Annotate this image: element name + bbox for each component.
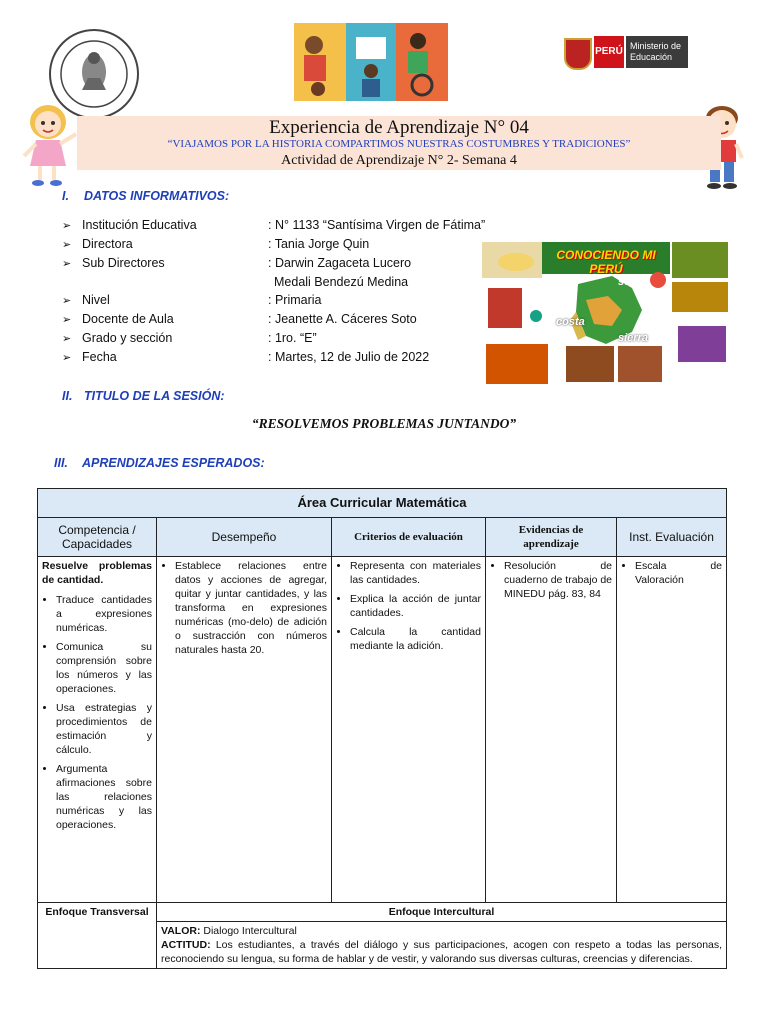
peru-label: PERÚ bbox=[594, 36, 624, 68]
actitud-label: ACTITUD: bbox=[161, 939, 211, 951]
enfoque-name: Enfoque Intercultural bbox=[157, 903, 727, 922]
ministry-label: Ministerio de Educación bbox=[626, 36, 688, 68]
criterios-header: Criterios de evaluación bbox=[332, 518, 486, 557]
evidencias-header: Evidencias de aprendizaje bbox=[486, 518, 617, 557]
peru-shield-icon bbox=[564, 38, 592, 70]
list-item: • Escala de Valoración bbox=[635, 559, 722, 587]
info-row bbox=[62, 291, 268, 309]
actitud-text: Los estudiantes, a través del diálogo y sus participaciones, acogen con respeto a todas las personas, reconociendo su lengua, su forma de hablar y de vestir, y valorando sus diversas culturas, creencias y diferencias. bbox=[161, 939, 723, 965]
info-row bbox=[62, 235, 268, 253]
capacidades-list bbox=[42, 593, 152, 832]
instrumento-cell bbox=[617, 557, 727, 903]
list-item: • Traduce cantidades a expresiones numéricas. bbox=[56, 593, 152, 635]
section-2-heading bbox=[62, 389, 225, 403]
list-item: • Resolución de cuaderno de trabajo de MINEDU pág. 83, 84 bbox=[504, 559, 612, 601]
desempeno-header: Desempeño bbox=[157, 518, 332, 557]
info-value: : Martes, 12 de Julio de 2022 bbox=[268, 350, 430, 364]
info-label: Fecha bbox=[82, 350, 117, 364]
page-title: Experiencia de Aprendizaje N° 04 bbox=[269, 117, 529, 138]
info-value: Medali Bendezú Medina bbox=[274, 275, 409, 289]
info-label: Sub Directores bbox=[82, 256, 165, 270]
section-1-number: I. bbox=[62, 189, 69, 203]
poster-label-selva: selva bbox=[618, 276, 646, 288]
valor-label: VALOR: bbox=[161, 925, 201, 937]
info-label: Docente de Aula bbox=[82, 312, 174, 326]
page-subtitle: “VIAJAMOS POR LA HISTORIA COMPARTIMOS NUESTRAS COSTUMBRES Y TRADICIONES” bbox=[167, 138, 631, 150]
enfoque-detail bbox=[157, 922, 727, 969]
girl-cartoon-image bbox=[22, 100, 78, 188]
section-3-title: APRENDIZAJES ESPERADOS: bbox=[82, 456, 265, 470]
area-header: Área Curricular Matemática bbox=[38, 489, 727, 518]
info-value: : 1ro. “E” bbox=[268, 331, 317, 345]
info-row bbox=[62, 254, 268, 272]
arrow-bullet-icon: ➢ bbox=[62, 258, 72, 270]
section-3-heading bbox=[54, 456, 265, 470]
students-classroom-image bbox=[294, 23, 448, 101]
info-row bbox=[62, 216, 268, 234]
info-label: Nivel bbox=[82, 293, 110, 307]
instrumento-header: Inst. Evaluación bbox=[617, 518, 727, 557]
section-2-title: TITULO DE LA SESIÓN: bbox=[84, 389, 225, 403]
section-2-number: II. bbox=[62, 389, 73, 403]
info-row bbox=[62, 348, 268, 366]
list-item: • Calcula la cantidad mediante la adición. bbox=[350, 625, 481, 653]
arrow-bullet-icon: ➢ bbox=[62, 314, 72, 326]
competencia-header: Competencia / Capacidades bbox=[38, 518, 157, 557]
criterios-cell bbox=[332, 557, 486, 903]
list-item: • Explica la acción de juntar cantidades. bbox=[350, 592, 481, 620]
arrow-bullet-icon: ➢ bbox=[62, 352, 72, 364]
arrow-bullet-icon: ➢ bbox=[62, 295, 72, 307]
info-row bbox=[62, 329, 268, 347]
learning-table bbox=[37, 488, 727, 969]
evidencias-cell bbox=[486, 557, 617, 903]
section-1-heading bbox=[62, 189, 229, 203]
info-value: : Tania Jorge Quin bbox=[268, 237, 370, 251]
info-value: : Primaria bbox=[268, 293, 322, 307]
list-item: • Establece relaciones entre datos y acciones de agregar, quitar y juntar cantidades, y las transforma en expresiones numéricas (mo-delo) de adición o sustracción con números naturales hasta 20. bbox=[175, 559, 327, 657]
list-item: • Argumenta afirmaciones sobre las relaciones numéricas y las operaciones. bbox=[56, 762, 152, 832]
minedu-logo bbox=[560, 32, 692, 72]
enfoque-label: Enfoque Transversal bbox=[38, 903, 157, 969]
section-1-title: DATOS INFORMATIVOS: bbox=[84, 189, 230, 203]
section-3-number: III. bbox=[54, 456, 68, 470]
conociendo-mi-peru-poster bbox=[482, 240, 730, 388]
info-value: : Darwin Zagaceta Lucero bbox=[268, 256, 412, 270]
info-row bbox=[62, 310, 268, 328]
info-value: : N° 1133 “Santísima Virgen de Fátima” bbox=[268, 218, 486, 232]
list-item: • Comunica su comprensión sobre los números y las operaciones. bbox=[56, 640, 152, 696]
list-item: • Usa estrategias y procedimientos de estimación y cálculo. bbox=[56, 701, 152, 757]
info-label: Institución Educativa bbox=[82, 218, 197, 232]
arrow-bullet-icon: ➢ bbox=[62, 220, 72, 232]
competencia-cell bbox=[38, 557, 157, 903]
valor-text: Dialogo Intercultural bbox=[203, 925, 297, 937]
criterios-list bbox=[336, 559, 481, 653]
poster-label-costa: costa bbox=[556, 316, 585, 328]
poster-label-sierra: sierra bbox=[618, 332, 648, 344]
arrow-bullet-icon: ➢ bbox=[62, 239, 72, 251]
competencia-title: Resuelve problemas de cantidad. bbox=[42, 560, 152, 586]
poster-title: CONOCIENDO MI PERÚ bbox=[556, 248, 656, 276]
desempeno-cell bbox=[157, 557, 332, 903]
info-label: Directora bbox=[82, 237, 133, 251]
activity-title: Actividad de Aprendizaje N° 2- Semana 4 bbox=[281, 153, 517, 168]
info-label: Grado y sección bbox=[82, 331, 173, 345]
session-title: “RESOLVEMOS PROBLEMAS JUNTANDO” bbox=[251, 416, 517, 431]
arrow-bullet-icon: ➢ bbox=[62, 333, 72, 345]
list-item: • Representa con materiales las cantidades. bbox=[350, 559, 481, 587]
info-value: : Jeanette A. Cáceres Soto bbox=[268, 312, 417, 326]
